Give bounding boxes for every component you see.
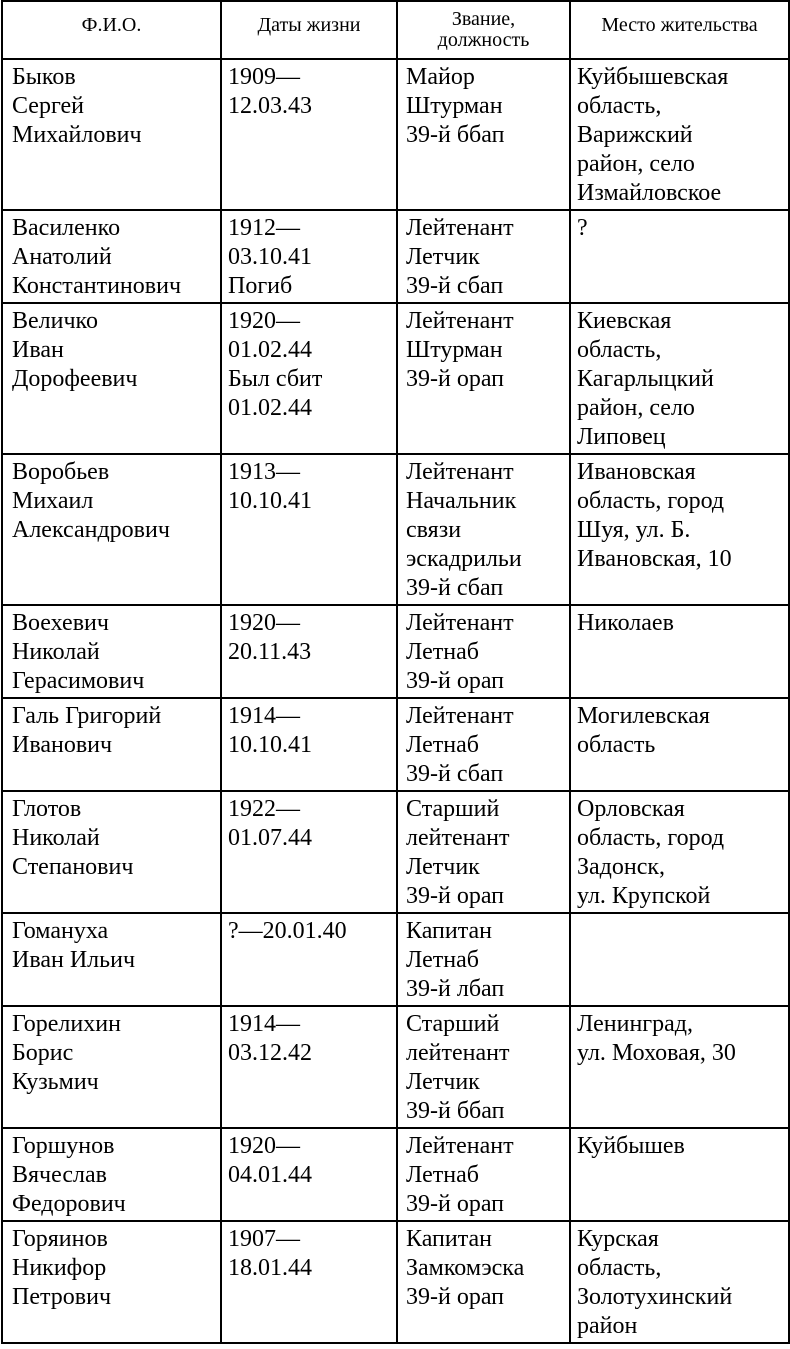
cell-residence-line: Могилевская: [577, 703, 710, 729]
cell-dates-line: 1920—: [228, 1133, 300, 1159]
cell-rank-line: 39-й орап: [406, 1284, 505, 1310]
cell-residence-line: Липовец: [577, 424, 666, 450]
cell-residence-line: район: [577, 1313, 638, 1339]
cell-residence-line: Шуя, ул. Б.: [577, 517, 691, 543]
cell-residence-line: ?: [577, 215, 588, 241]
cell-residence-line: область: [577, 732, 656, 758]
cell-rank: [397, 698, 570, 791]
cell-name-line: Федорович: [12, 1191, 126, 1217]
cell-rank: [397, 454, 570, 605]
cell-name-line: Иван: [12, 337, 64, 363]
cell-dates: [221, 1006, 397, 1128]
cell-rank: [397, 1128, 570, 1221]
cell-residence-line: Николаев: [577, 610, 674, 636]
cell-rank: [397, 1221, 570, 1343]
cell-name-line: Воехевич: [12, 610, 109, 636]
cell-dates-line: 1920—: [228, 610, 300, 636]
cell-residence-line: Золотухинский: [577, 1284, 733, 1310]
cell-name-line: Гомануха: [12, 918, 109, 944]
cell-name-line: Воробьев: [12, 459, 110, 485]
table-row: [2, 303, 789, 454]
cell-name: [2, 454, 221, 605]
cell-rank-line: 39-й орап: [406, 366, 505, 392]
cell-dates: [221, 59, 397, 210]
cell-name-line: Кузьмич: [12, 1069, 99, 1095]
cell-name-line: Борис: [12, 1040, 74, 1066]
cell-dates: [221, 454, 397, 605]
cell-residence-line: Варижский: [577, 122, 693, 148]
cell-rank-line: Лейтенант: [406, 610, 514, 636]
table-row: [2, 210, 789, 303]
cell-rank-line: Замкомэска: [406, 1255, 525, 1281]
cell-dates-line: 1922—: [228, 796, 300, 822]
table-row: [2, 791, 789, 913]
cell-dates-line: 03.10.41: [228, 244, 312, 270]
cell-rank-line: Майор: [406, 64, 475, 90]
cell-dates-line: Был сбит: [228, 366, 323, 392]
cell-dates-line: 1913—: [228, 459, 300, 485]
cell-dates-line: 1912—: [228, 215, 300, 241]
cell-name-line: Величко: [12, 308, 98, 334]
cell-residence-line: Ивановская, 10: [577, 546, 732, 572]
cell-dates-line: 01.07.44: [228, 825, 312, 851]
cell-residence-line: район, село: [577, 151, 695, 177]
cell-dates-line: ?—20.01.40: [228, 918, 347, 944]
cell-rank-line: Лейтенант: [406, 703, 514, 729]
cell-residence: [570, 913, 789, 1006]
cell-rank-line: эскадрильи: [406, 546, 522, 572]
cell-rank-line: 39-й сбап: [406, 575, 504, 601]
header-name: Ф.И.О.: [2, 1, 221, 59]
cell-dates-line: 04.01.44: [228, 1162, 312, 1188]
cell-residence-line: район, село: [577, 395, 695, 421]
cell-dates: [221, 913, 397, 1006]
cell-residence-line: Курская: [577, 1226, 659, 1252]
cell-residence-line: Ивановская: [577, 459, 696, 485]
cell-residence-line: область, город: [577, 488, 725, 514]
cell-residence: [570, 303, 789, 454]
cell-rank: [397, 59, 570, 210]
personnel-table: [1, 0, 790, 1344]
cell-name: [2, 1006, 221, 1128]
cell-name-line: Горелихин: [12, 1011, 121, 1037]
cell-residence: [570, 59, 789, 210]
cell-dates-line: 1920—: [228, 308, 300, 334]
cell-residence: [570, 791, 789, 913]
cell-rank: [397, 1006, 570, 1128]
cell-dates-line: 1907—: [228, 1226, 300, 1252]
cell-name-line: Петрович: [12, 1284, 112, 1310]
cell-dates: [221, 210, 397, 303]
cell-residence-line: Орловская: [577, 796, 685, 822]
table-row: [2, 605, 789, 698]
header-dates: Даты жизни: [221, 1, 397, 59]
cell-dates-line: 18.01.44: [228, 1255, 312, 1281]
table-body: [2, 59, 789, 1343]
cell-rank-line: лейтенант: [406, 825, 510, 851]
cell-rank-line: 39-й ббап: [406, 1098, 505, 1124]
cell-dates-line: Погиб: [228, 273, 293, 299]
cell-residence: [570, 210, 789, 303]
cell-rank-line: 39-й орап: [406, 668, 505, 694]
cell-rank-line: Старший: [406, 1011, 500, 1037]
table-row: [2, 1128, 789, 1221]
cell-residence: [570, 698, 789, 791]
cell-name-line: Анатолий: [12, 244, 112, 270]
cell-dates-line: 1914—: [228, 1011, 300, 1037]
cell-residence-line: Кагарлыцкий: [577, 366, 714, 392]
cell-name: [2, 1221, 221, 1343]
cell-name: [2, 1128, 221, 1221]
cell-dates: [221, 698, 397, 791]
cell-dates: [221, 303, 397, 454]
cell-name: [2, 210, 221, 303]
cell-rank-line: 39-й орап: [406, 1191, 505, 1217]
cell-name-line: Галь Григорий: [12, 703, 162, 729]
header-rank: [397, 1, 570, 59]
cell-dates-line: 03.12.42: [228, 1040, 312, 1066]
cell-residence-line: Куйбышевская: [577, 64, 729, 90]
cell-name-line: Сергей: [12, 93, 84, 119]
cell-rank-line: Летнаб: [406, 639, 479, 665]
cell-name: [2, 791, 221, 913]
cell-rank-line: 39-й ббап: [406, 122, 505, 148]
cell-rank-line: Летчик: [406, 854, 480, 880]
cell-rank-line: Летчик: [406, 244, 480, 270]
cell-name-line: Горяинов: [12, 1226, 108, 1252]
cell-residence-line: Куйбышев: [577, 1133, 685, 1159]
cell-name-line: Быков: [12, 64, 76, 90]
cell-name-line: Никифор: [12, 1255, 107, 1281]
cell-residence-line: Измайловское: [577, 180, 722, 206]
table-row: [2, 1006, 789, 1128]
cell-residence: [570, 1128, 789, 1221]
cell-name-line: Константинович: [12, 273, 182, 299]
cell-rank-line: Лейтенант: [406, 308, 514, 334]
cell-dates-line: 01.02.44: [228, 337, 312, 363]
cell-rank: [397, 913, 570, 1006]
cell-rank-line: Лейтенант: [406, 1133, 514, 1159]
table-row: [2, 1221, 789, 1343]
cell-rank-line: Капитан: [406, 918, 492, 944]
cell-residence-line: ул. Моховая, 30: [577, 1040, 736, 1066]
cell-rank-line: Лейтенант: [406, 459, 514, 485]
cell-name-line: Герасимович: [12, 668, 145, 694]
cell-dates-line: 1909—: [228, 64, 300, 90]
cell-rank-line: Лейтенант: [406, 215, 514, 241]
cell-name-line: Иванович: [12, 732, 113, 758]
cell-name-line: Степанович: [12, 854, 134, 880]
cell-residence-line: область,: [577, 337, 662, 363]
cell-dates: [221, 605, 397, 698]
cell-rank: [397, 210, 570, 303]
cell-dates-line: 20.11.43: [228, 639, 312, 665]
cell-rank-line: Летнаб: [406, 947, 479, 973]
cell-name: [2, 605, 221, 698]
cell-dates-line: 10.10.41: [228, 732, 312, 758]
cell-residence-line: область,: [577, 1255, 662, 1281]
header-rank-line1: Звание,: [451, 8, 516, 30]
cell-rank-line: лейтенант: [406, 1040, 510, 1066]
cell-residence-line: Ленинград,: [577, 1011, 694, 1037]
cell-dates-line: 12.03.43: [228, 93, 312, 119]
table-row: [2, 913, 789, 1006]
table-row: [2, 59, 789, 210]
cell-residence-line: область, город: [577, 825, 725, 851]
cell-rank-line: Начальник: [406, 488, 517, 514]
cell-dates-line: 1914—: [228, 703, 300, 729]
table-row: [2, 454, 789, 605]
cell-name-line: Александрович: [12, 517, 170, 543]
cell-name: [2, 59, 221, 210]
cell-rank: [397, 791, 570, 913]
cell-rank-line: 39-й сбап: [406, 273, 504, 299]
cell-rank-line: Старший: [406, 796, 500, 822]
cell-rank-line: Летнаб: [406, 1162, 479, 1188]
table-row: [2, 698, 789, 791]
cell-residence-line: Задонск,: [577, 854, 666, 880]
cell-rank-line: связи: [406, 517, 462, 543]
cell-rank-line: 39-й лбап: [406, 976, 505, 1002]
cell-residence-line: ул. Крупской: [577, 883, 711, 909]
cell-residence: [570, 1221, 789, 1343]
header-row: [2, 1, 789, 59]
cell-dates: [221, 791, 397, 913]
header-rank-line2: должность: [437, 29, 530, 51]
cell-rank-line: Капитан: [406, 1226, 492, 1252]
cell-rank-line: 39-й сбап: [406, 761, 504, 787]
cell-name-line: Михайлович: [12, 122, 142, 148]
cell-rank: [397, 303, 570, 454]
cell-residence: [570, 454, 789, 605]
cell-name-line: Вячеслав: [12, 1162, 107, 1188]
cell-residence: [570, 605, 789, 698]
cell-rank-line: Штурман: [406, 337, 503, 363]
cell-residence-line: область,: [577, 93, 662, 119]
cell-dates: [221, 1221, 397, 1343]
cell-rank-line: Штурман: [406, 93, 503, 119]
cell-residence-line: Киевская: [577, 308, 672, 334]
cell-name-line: Дорофеевич: [12, 366, 138, 392]
cell-name-line: Николай: [12, 639, 100, 665]
cell-name-line: Николай: [12, 825, 100, 851]
header-residence: Место жительства: [570, 1, 789, 59]
cell-name: [2, 913, 221, 1006]
cell-rank: [397, 605, 570, 698]
cell-name-line: Глотов: [12, 796, 82, 822]
cell-name-line: Василенко: [12, 215, 121, 241]
cell-dates-line: 01.02.44: [228, 395, 312, 421]
cell-name: [2, 303, 221, 454]
cell-dates: [221, 1128, 397, 1221]
cell-name: [2, 698, 221, 791]
cell-name-line: Иван Ильич: [12, 947, 136, 973]
cell-residence: [570, 1006, 789, 1128]
cell-dates-line: 10.10.41: [228, 488, 312, 514]
cell-name-line: Горшунов: [12, 1133, 115, 1159]
cell-rank-line: Летнаб: [406, 732, 479, 758]
cell-name-line: Михаил: [12, 488, 94, 514]
cell-rank-line: 39-й орап: [406, 883, 505, 909]
cell-rank-line: Летчик: [406, 1069, 480, 1095]
